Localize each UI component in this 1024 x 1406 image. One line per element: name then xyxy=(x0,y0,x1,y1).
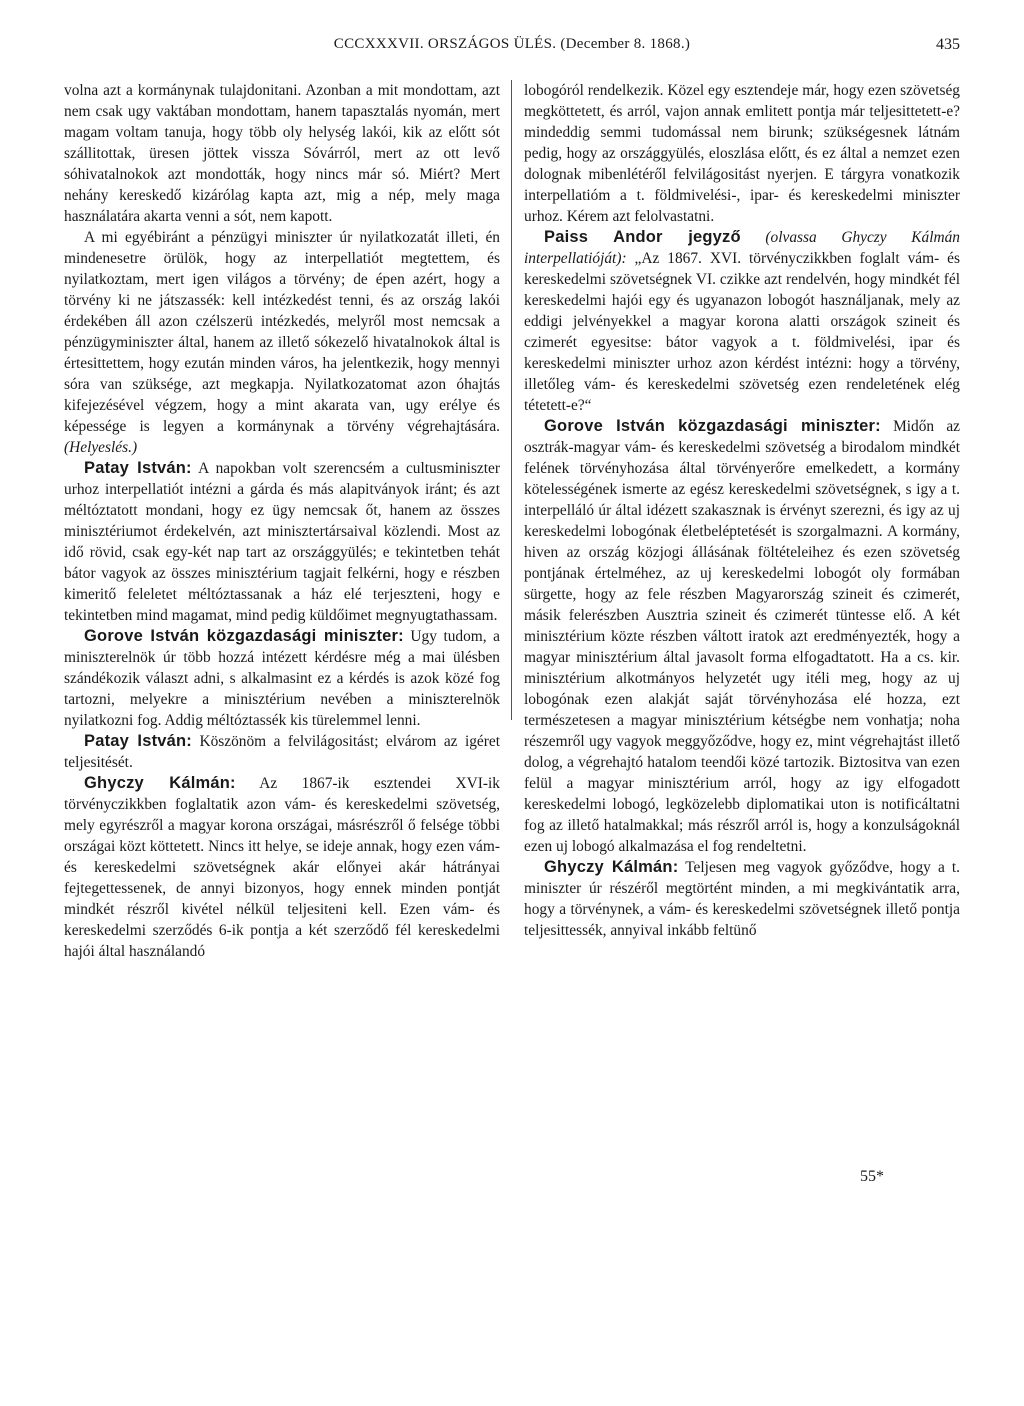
left-column xyxy=(64,80,500,962)
speech-text: A napokban volt szerencsém a cultusminiszter urhoz interpellatiót intézni a gárda és más alapitványok iránt; és azt méltóztatott mondani, hogy ez ügy nemcsak őt, hanem az összes minisztériumot érdekelvén, azt minisztertársaival közlendi. Most az idő rövid, csak egy-két nap tart az országgyülés; e tekintetben tehát bátor vagyok az összes minisztérium tagjait felkérni, hogy e részben kimeritő feleletet méltóztassanak a ház elé terjeszteni, hogy e tekintetben mind magamat, mind pedig küldőimet megnyugtathassam. xyxy=(64,460,500,624)
paragraph: volna azt a kormánynak tulajdonitani. Azonban a mit mondottam, azt nem csak ugy vaktában mondottam, hanem tapasztalás nyomán, mert magam voltam tanuja, hogy több oly helység lakói, kik az előtt sót szállitottak, üresen jöttek vissza Sóvárról, mert az ott levő sóhivatalnokok azt mondották, hogy nincs már só. Miért? Mert nehány kereskedő kizárólag kapta azt, mig a nép, mely maga használatára akarta venni a sót, nem kapott. xyxy=(64,82,500,225)
applause-note: (Helyeslés.) xyxy=(64,439,138,456)
right-column xyxy=(524,80,960,941)
paragraph-text: A mi egyébiránt a pénzügyi miniszter úr nyilatkozatát illeti, én mindenesetre örülök, hogy az interpellatiót megtettem, és nyilatkoztam, mert igen világos a törvény; de épen azért, hogy a törvény ki ne játszassék: kell intézkedést tenni, és az ország lakói érdekében áll azon czélszerü intézkedés, melyről most nemcsak a pénzügyminiszter által, hanem az illető sókezelő hivatalnokok által is értesittettem, hogy ezután minden város, ha jelentkezik, hogy mennyi sóra van szüksége, azt megkapja. Nyilatkozatomat azon óhajtás kifejezésével végzem, hogy a mint akarata van, ugy erélye és képessége is legyen a kormánynak a törvény végrehajtására. xyxy=(64,229,500,435)
paragraph: lobogóról rendelkezik. Közel egy esztendeje már, hogy ezen szövetség megköttetett, és arról, vajon annak emlitett pontja már teljesittetett-e? mindeddig semmi tudomással nem birunk; szükségesnek látnám pedig, hogy az országgyülés, eloszlása előtt, és ez által a nemzet ezen dolognak mibenlétéről felvilágositást nyerjen. E tárgyra vonatkozik interpellatióm a t. földmivelési-, ipar- és kereskedelmi miniszter urhoz. Kérem azt felolvastatni. xyxy=(524,82,960,225)
speaker-name: Paiss Andor jegyző xyxy=(544,228,741,246)
paragraph xyxy=(64,227,500,458)
speech-text: Az 1867-ik esztendei XVI-ik törvényczikkben foglaltatik azon vám- és kereskedelmi szövetség, mely egyrészről a magyar korona országai, másrészről ő felsége többi országai közt köttetett. Nincs itt helye, se ideje annak, hogy ezen vám- és kereskedelmi szövetségnek akár előnyei akár hátrányai fejtegettessenek, de annyi bizonyos, hogy ennek minden pontját mindkét részről kivétel nélkül teljesiteni kell. Ezen vám- és kereskedelmi szerződés 6-ik pontja a két szerződő fél kereskedelmi hajói által használandó xyxy=(64,775,500,960)
speech xyxy=(64,731,500,773)
speaker-name: Ghyczy Kálmán: xyxy=(544,858,679,876)
speech xyxy=(524,416,960,857)
speech-text: Ugy tudom, a miniszterelnök úr több hozzá intézett kérdésre még a mai ülésben szándékozik választ adni, s alkalmasint ez a kérdés is azok közé fog tartozni, melyekre a minisztérium nevében a miniszterelnök nyilatkozni fog. Addig méltóztassék kis türelemmel lenni. xyxy=(64,628,500,729)
page-header xyxy=(64,36,960,60)
session-title: CCCXXXVII. ORSZÁGOS ÜLÉS. (December 8. 1868.) xyxy=(333,36,691,52)
speech xyxy=(64,458,500,626)
speech xyxy=(524,857,960,941)
speech xyxy=(64,626,500,731)
speaker-name: Gorove István közgazdasági miniszter: xyxy=(84,627,404,645)
speech-text: „Az 1867. XVI. törvényczikkben foglalt vám- és kereskedelmi szövetségnek VI. czikke azt rendelvén, hogy mindkét fél kereskedelmi hajói egy és ugyanazon lobogót használjanak, mely az eddigi jelvényekkel a magyar korona alatti országok szineit és czimerét egyesitse: bátor vagyok a t. földmivelési, ipar és kereskedelmi miniszter urhoz azon kérdést intézni: hogy a törvény, illetőleg vám- és kereskedelmi szövetség ezen rendeletének elég tétetett-e?“ xyxy=(524,250,960,414)
speaker-name: Gorove István közgazdasági miniszter: xyxy=(544,417,881,435)
speaker-name: Ghyczy Kálmán: xyxy=(84,774,236,792)
stage-note: (olvassa Ghyczy Kálmán interpellatióját): xyxy=(524,229,960,267)
signature-mark: 55* xyxy=(860,1168,884,1185)
speaker-name: Patay István: xyxy=(84,459,192,477)
page-number: 435 xyxy=(936,36,960,53)
column-divider xyxy=(511,80,512,720)
speech xyxy=(524,227,960,416)
speech-text: Köszönöm a felvilágositást; elvárom az igéret teljesitését. xyxy=(64,733,500,771)
speech-text: Midőn az osztrák-magyar vám- és kereskedelmi szövetség a birodalom mindkét felének törvényhozása által törvényerőre emelkedett, a kormány kötelességének ismerte az egész kereskedelmi szövetségnek, s igy a t. interpelláló úr által idézett szakasznak is érvényt szerezni, és igy az uj kereskedelmi lobogónak életbeléptetését is szorgalmazni. A kormány, hiven az ország közjogi állásának föltételeihez és ezen szövetség pontjának értelméhez, az uj kereskedelmi lobogót oly formában sürgette, hogy az fele részben Magyarország szineit és czimerét, másik felerészben Ausztria szineit és czimerét tüntesse elő. A két minisztérium közte részben váltott iratok azt eredményezték, hogy a magyar minisztérium által javasolt forma elfogadtatott. Ha a cs. kir. minisztérium alkotmányos helyzetét ugy itéli meg, hogy az uj lobogónak ezen alakját saját törvényhozása elé hozza, ezt természetesen a magyar minisztérium kétségbe nem vonhatja; noha részemről ugy vagyok meggyőződve, hogy ez, mint végrehajtást illető dolog, a végrehajtó hatalom teendői közé tartozik. Biztositva van ezen felül a magyar minisztérium arról, hogy az igy elfogadott kereskedelmi lobogó, legközelebb diplomatikai uton is notificáltatni fog az illető hatalmakkal; más részről arról is, hogy a konzulságoknál ezen uj lobogó alkalmazása el fog rendeltetni. xyxy=(524,418,960,855)
speech-text: Teljesen meg vagyok győződve, hogy a t. miniszter úr részéről megtörtént minden, a mi megkivántatik arra, hogy a törvénynek, a vám- és kereskedelmi szövetségnek illető pontja teljesittessék, annyival inkább feltünő xyxy=(524,859,960,939)
speech xyxy=(64,773,500,962)
speaker-name: Patay István: xyxy=(84,732,193,750)
